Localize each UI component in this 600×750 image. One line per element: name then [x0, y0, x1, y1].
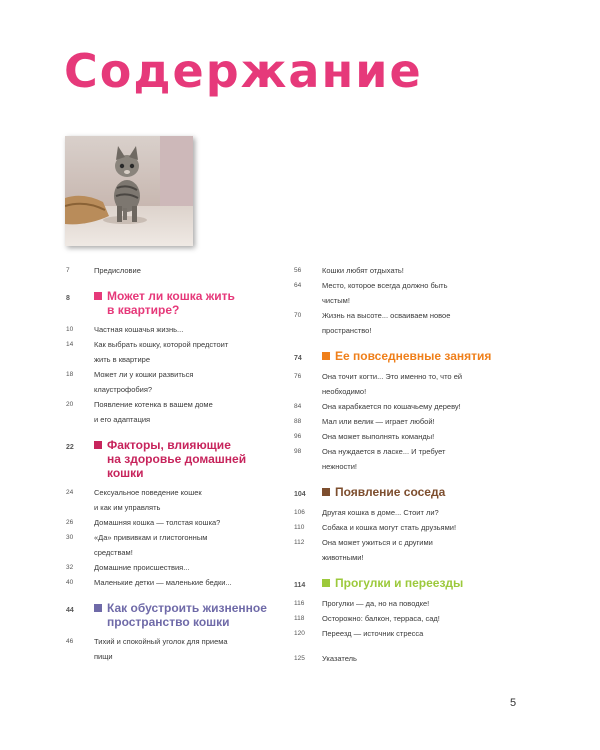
toc-entry-title: Осторожно: балкон, терраса, сад! — [322, 614, 440, 623]
toc-page-number: 26 — [66, 519, 74, 526]
toc-page-number: 106 — [294, 509, 305, 516]
toc-entry[interactable] — [294, 651, 524, 666]
toc-entry-title: Как выбрать кошку, которой предстоит жить в квартире — [94, 340, 229, 364]
toc-entry-title: Она может выполнять команды! — [322, 432, 435, 441]
toc-section-heading[interactable] — [66, 438, 282, 480]
toc-entry-title: Может ли у кошки развиться клаустрофобия? — [94, 370, 194, 394]
toc-entry[interactable] — [66, 560, 282, 575]
toc-section-heading[interactable] — [294, 576, 524, 593]
toc-entry-title: Появление котенка в вашем доме и его адаптация — [94, 400, 213, 424]
section-title: Появление соседа — [335, 485, 446, 499]
toc-entry[interactable] — [66, 575, 282, 590]
section-square-icon — [94, 441, 102, 449]
toc-entry[interactable] — [66, 515, 282, 530]
toc-page-number: 8 — [66, 295, 70, 302]
toc-entry[interactable] — [294, 399, 524, 414]
toc-entry[interactable] — [294, 429, 524, 444]
toc-entry-title: «Да» прививкам и глистогонным средствам! — [94, 533, 208, 557]
toc-entry[interactable] — [66, 485, 282, 515]
toc-entry[interactable] — [294, 278, 524, 308]
toc-entry[interactable] — [294, 444, 524, 474]
toc-entry-title: Домашние происшествия... — [94, 563, 190, 572]
section-square-icon — [94, 292, 102, 300]
toc-entry-title: Жизнь на высоте... осваиваем новое пространство! — [322, 311, 451, 335]
toc-entry-title: Частная кошачья жизнь... — [94, 325, 184, 334]
toc-page-number: 76 — [294, 373, 302, 380]
section-title: Факторы, влияющие на здоровье домашней кошки — [107, 438, 247, 480]
toc-page-number: 98 — [294, 448, 302, 455]
section-title: Как обустроить жизненное пространство кошки — [107, 601, 267, 629]
toc-entry-title: Она карабкается по кошачьему дереву! — [322, 402, 461, 411]
toc-entry-title: Другая кошка в доме... Стоит ли? — [322, 508, 439, 517]
toc-entry-title: Домашняя кошка — толстая кошка? — [94, 518, 221, 527]
toc-entry-title: Кошки любят отдыхать! — [322, 266, 404, 275]
toc-entry[interactable] — [66, 397, 282, 427]
toc-page-number: 44 — [66, 607, 74, 614]
toc-entry-title: Предисловие — [94, 266, 141, 275]
toc-page-number: 125 — [294, 655, 305, 662]
toc-entry-title: Маленькие детки — маленькие бедки... — [94, 578, 232, 587]
kitten-photo — [65, 136, 193, 246]
toc-entry[interactable] — [294, 611, 524, 626]
toc-page-number: 74 — [294, 355, 302, 362]
toc-entry-title: Тихий и спокойный уголок для приема пищи — [94, 637, 228, 661]
toc-page-number: 118 — [294, 615, 305, 622]
toc-entry-title: Мал или велик — играет любой! — [322, 417, 435, 426]
section-title: Ее повседневные занятия — [335, 349, 492, 363]
toc-page-number: 120 — [294, 630, 305, 637]
toc-entry-title: Собака и кошка могут стать друзьями! — [322, 523, 457, 532]
toc-entry-title: Она точит когти... Это именно то, что ей необходимо! — [322, 372, 463, 396]
toc-page-number: 56 — [294, 267, 302, 274]
toc-page-number: 18 — [66, 371, 74, 378]
page-title: Содержание — [64, 44, 423, 98]
toc-entry[interactable] — [294, 263, 524, 278]
toc-page-number: 46 — [66, 638, 74, 645]
toc-page-number: 112 — [294, 539, 305, 546]
toc-entry[interactable] — [66, 530, 282, 560]
toc-entry-title: Она нуждается в ласке... И требует нежности! — [322, 447, 446, 471]
toc-page-number: 7 — [66, 267, 70, 274]
toc-entry-title: Сексуальное поведение кошек и как им управлять — [94, 488, 202, 512]
toc-entry[interactable] — [294, 369, 524, 399]
toc-page-number: 32 — [66, 564, 74, 571]
toc-entry[interactable] — [294, 505, 524, 520]
section-square-icon — [322, 579, 330, 587]
toc-section-heading[interactable] — [294, 349, 524, 366]
toc-page-number: 22 — [66, 444, 74, 451]
toc-left-column — [66, 263, 282, 664]
toc-section-heading[interactable] — [294, 485, 524, 502]
toc-entry-title: Прогулки — да, но на поводке! — [322, 599, 430, 608]
toc-entry[interactable] — [294, 626, 524, 641]
toc-page-number: 30 — [66, 534, 74, 541]
toc-page-number: 70 — [294, 312, 302, 319]
toc-entry[interactable] — [66, 322, 282, 337]
toc-page-number: 10 — [66, 326, 74, 333]
toc-right-column — [294, 263, 524, 666]
toc-entry[interactable] — [66, 367, 282, 397]
section-square-icon — [322, 488, 330, 496]
toc-page-number: 88 — [294, 418, 302, 425]
toc-entry[interactable] — [66, 263, 282, 278]
toc-entry-title: Переезд — источник стресса — [322, 629, 424, 638]
toc-entry-title: Она может ужиться и с другими животными! — [322, 538, 433, 562]
toc-page-number: 14 — [66, 341, 74, 348]
toc-entry[interactable] — [294, 535, 524, 565]
toc-page-number: 114 — [294, 582, 306, 589]
toc-entry[interactable] — [294, 308, 524, 338]
toc-page-number: 84 — [294, 403, 302, 410]
toc-page-number: 24 — [66, 489, 74, 496]
toc-entry-title: Указатель — [322, 654, 357, 663]
toc-entry-title: Место, которое всегда должно быть чистым! — [322, 281, 448, 305]
toc-page-number: 96 — [294, 433, 302, 440]
section-square-icon — [322, 352, 330, 360]
toc-page-number: 20 — [66, 401, 74, 408]
toc-page-number: 116 — [294, 600, 305, 607]
toc-page-number: 110 — [294, 524, 305, 531]
toc-entry[interactable] — [294, 414, 524, 429]
toc-section-heading[interactable] — [66, 601, 282, 629]
toc-entry[interactable] — [66, 634, 282, 664]
toc-entry[interactable] — [294, 596, 524, 611]
toc-entry[interactable] — [294, 520, 524, 535]
section-title: Может ли кошка жить в квартире? — [107, 289, 235, 317]
section-title: Прогулки и переезды — [335, 576, 464, 590]
toc-entry[interactable] — [66, 337, 282, 367]
toc-page-number: 104 — [294, 491, 306, 498]
page-number: 5 — [510, 697, 517, 709]
toc-page-number: 64 — [294, 282, 302, 289]
section-square-icon — [94, 604, 102, 612]
toc-section-heading[interactable] — [66, 289, 282, 317]
toc-page-number: 40 — [66, 579, 74, 586]
